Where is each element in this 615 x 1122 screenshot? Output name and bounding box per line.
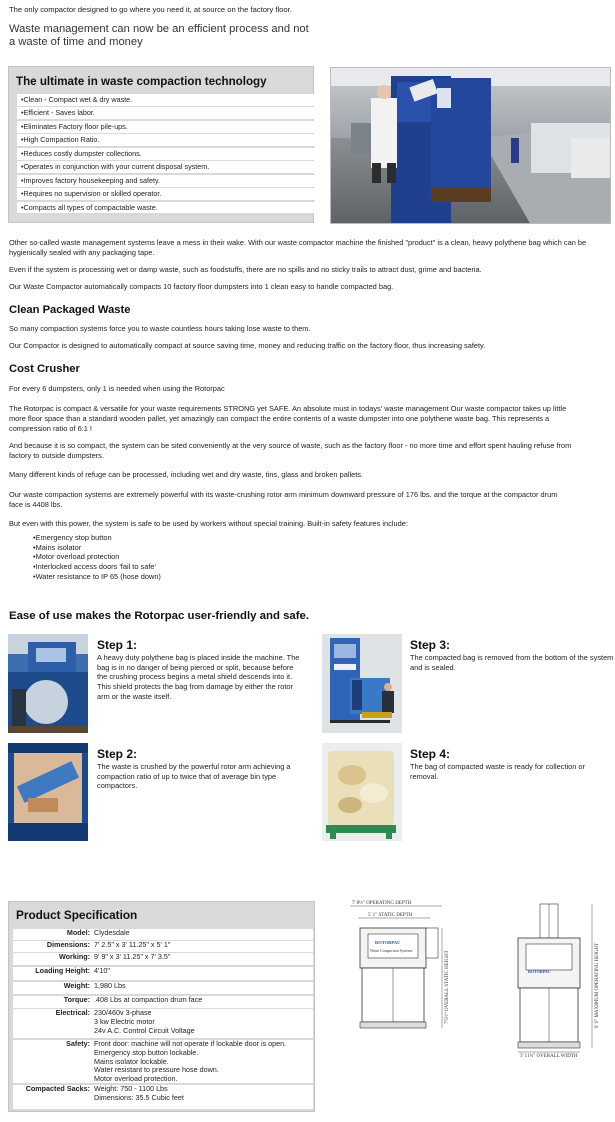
spec-row [13, 1009, 313, 1038]
intro-headline: Waste management can now be an efficient process and not a waste of time and money [9, 23, 309, 48]
feature-item: •Clean - Compact wet & dry waste. [17, 94, 320, 106]
body-paragraph-3: Our Waste Compactor automatically compacts 10 factory floor dumpsters into 1 clean easy to handle compacted bag. [9, 282, 394, 291]
heading-clean-packaged: Clean Packaged Waste [9, 304, 131, 316]
body-paragraph-1: Other so-called waste management systems leave a mess in their wake. With our waste compactor machine the finished "product" is a clean, heavy polythene bag which can be hygienically sealed with any packaging tape. [9, 238, 587, 257]
features-panel [8, 66, 314, 223]
spec-row [13, 996, 313, 1008]
feature-item: •High Compaction Ratio. [17, 134, 320, 146]
spec-row [13, 953, 313, 965]
body-paragraph-8: And because it is so compact, the system can be sited conveniently at the very source of waste, such as the factory floor - no more time and effort spent hauling refuse from factory to outside dumpsters. [9, 441, 572, 460]
spec-value: Front door: machine will not operate if lockable door is open. Emergency stop button lockable. Mains isolator lockable. Water resistant to pressure hose down. Motor overload protection. [94, 1039, 287, 1084]
features-list [17, 94, 320, 215]
step3-photo [322, 634, 402, 733]
step2-title: Step 2: [97, 747, 138, 761]
spec-key: Torque: [63, 995, 90, 1004]
step1-text: A heavy duty polythene bag is placed inside the machine. The bag is in no danger of being pierced or split, because before the crushing process begins a metal shield descends into it. This shield protects the bag from damage by either the rotor arm or the waste itself. [97, 653, 300, 701]
safety-item: • Emergency stop button [33, 533, 161, 543]
step4-photo [322, 743, 402, 841]
spec-key: Electrical: [55, 1008, 90, 1017]
body-paragraph-2: Even if the system is processing wet or damp waste, such as foodstuffs, there are no spills and no sticky trails to attract dust, grime and bacteria. [9, 265, 482, 274]
safety-item: • Mains isolator [33, 543, 161, 553]
feature-item: •Requires no supervision or skilled operator. [17, 188, 320, 200]
spec-key: Dimensions: [46, 940, 90, 949]
body-paragraph-4: So many compaction systems force you to waste countless hours taking lose waste to them. [9, 324, 311, 333]
technical-drawings [330, 898, 611, 1058]
feature-item: •Compacts all types of compactable waste. [17, 202, 320, 214]
spec-value: 7' 2.5" x 3' 11.25" x 5' 1" [94, 940, 171, 949]
spec-key: Safety: [66, 1039, 90, 1048]
spec-value: .408 Lbs at compaction drum face [94, 995, 203, 1004]
spec-row [13, 1085, 313, 1109]
step1-photo [8, 634, 88, 733]
feature-item: •Improves factory housekeeping and safety. [17, 175, 320, 187]
heading-cost-crusher: Cost Crusher [9, 363, 80, 375]
body-paragraph-9: Many different kinds of refuge can be processed, including wet and dry waste, tins, glass and broken pallets. [9, 470, 363, 479]
static-height-label: 7'5½" OVERALL STATIC HEIGHT [445, 950, 450, 1024]
features-title: The ultimate in waste compaction technology [16, 75, 267, 88]
spec-row [13, 929, 313, 940]
spec-value: 9' 9" x 3' 11.25" x 7' 3.5" [94, 952, 171, 961]
body-paragraph-7: The Rotorpac is compact & versatile for your waste requirements STRONG yet SAFE. An absolute must in todays' waste management Our waste compactor takes up little more floor space than a standard wooden pallet, yet amazingly can compact the entire contents of a waste dumpster into one polythene waste bag. This represents a compression ratio of 6:1 ! [9, 404, 567, 433]
body-paragraph-10: Our waste compaction systems are extremely powerful with its waste-crushing rotor arm minimum downward pressure of 176 lbs. and the torque at the compactor drum face is 4408 lbs. [9, 490, 558, 509]
width-label: 3' 11¼" OVERALL WIDTH [520, 1054, 578, 1058]
max-height-label: 9' 9" MAXIMUM OPERATING HEIGHT [595, 942, 600, 1028]
step4-text: The bag of compacted waste is ready for collection or removal. [410, 762, 586, 781]
op-depth-label: 7' 8½" OPERATING DEPTH [352, 901, 412, 906]
safety-item: • Water resistance to IP 65 (hose down) [33, 572, 161, 582]
spec-row [13, 1040, 313, 1083]
spec-value: 4'10" [94, 966, 110, 975]
step3-title: Step 3: [410, 638, 451, 652]
step1-title: Step 1: [97, 638, 138, 652]
spec-row [13, 967, 313, 980]
spec-key: Working: [58, 952, 90, 961]
spec-value: 230/460v 3-phase 3 kw Electric motor 24v A.C. Control Circuit Voltage [94, 1008, 195, 1035]
spec-value: 1,980 Lbs [94, 981, 126, 990]
safety-features-list [33, 533, 161, 581]
safety-item: • Interlocked access doors 'fail to safe' [33, 562, 161, 572]
feature-item: •Reduces costly dumpster collections. [17, 148, 320, 160]
static-depth-label: 5' 1" STATIC DEPTH [368, 913, 413, 918]
spec-title: Product Specification [16, 908, 138, 922]
body-paragraph-6: For every 6 dumpsters, only 1 is needed when using the Rotorpac [9, 384, 225, 393]
spec-key: Model: [66, 928, 90, 937]
factory-photo [330, 67, 611, 224]
step4-title: Step 4: [410, 747, 451, 761]
feature-item: •Operates in conjunction with your current disposal system. [17, 161, 320, 173]
drawing-nameplate: Waste Compaction Systems [370, 949, 413, 953]
step3-text: The compacted bag is removed from the bottom of the system and is sealed. [410, 653, 614, 672]
step2-photo [8, 743, 88, 841]
spec-key: Compacted Sacks: [25, 1084, 90, 1093]
drawing-logo-text-front: ROTORPAC [528, 969, 551, 974]
feature-item: •Eliminates Factory floor pile-ups. [17, 121, 320, 133]
spec-row [13, 941, 313, 952]
spec-row [13, 982, 313, 994]
body-paragraph-11: But even with this power, the system is safe to be used by workers without special training. Built-in safety features include: [9, 519, 408, 528]
body-paragraph-5: Our Compactor is designed to automatically compact at source saving time, money and reducing traffic on the factory floor, thus increasing safety. [9, 341, 486, 350]
spec-panel [8, 901, 315, 1112]
spec-value: Clydesdale [94, 928, 130, 937]
feature-item: •Efficient - Saves labor. [17, 107, 320, 119]
safety-item: • Motor overload protection [33, 552, 161, 562]
steps-title: Ease of use makes the Rotorpac user-friendly and safe. [9, 610, 310, 622]
spec-value: Weight: 750 - 1100 Lbs Dimensions: 35.5 Cubic feet [94, 1084, 184, 1102]
drawing-logo-text: ROTORPAC [375, 940, 401, 945]
step2-text: The waste is crushed by the powerful rotor arm achieving a compaction ratio of up to twice that of average bin type compactors. [97, 762, 291, 791]
spec-key: Weight: [63, 981, 90, 990]
intro-line: The only compactor designed to go where you need it, at source on the factory floor. [9, 5, 292, 14]
spec-key: Loading Height: [35, 966, 90, 975]
